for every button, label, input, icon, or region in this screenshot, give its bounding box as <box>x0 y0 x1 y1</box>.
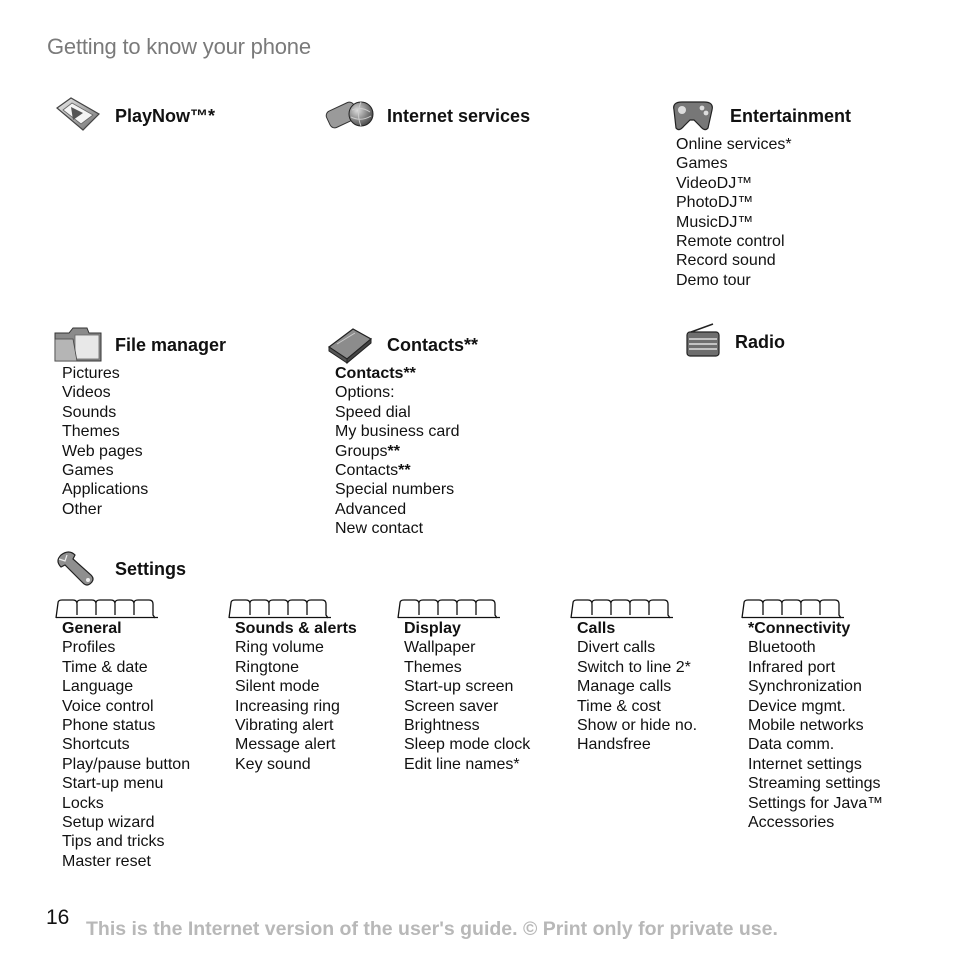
settings-item: Device mgmt. <box>748 697 846 715</box>
settings-item: Infrared port <box>748 658 836 676</box>
gamepad-icon <box>668 96 718 136</box>
internet-services-title: Internet services <box>387 105 531 126</box>
file-manager-item: Pictures <box>62 365 120 382</box>
internet-globe-icon <box>325 96 375 136</box>
settings-item: Profiles <box>62 639 116 657</box>
file-manager-list <box>62 364 148 519</box>
settings-item: Data comm. <box>748 736 835 754</box>
settings-item: Sleep mode clock <box>404 736 531 754</box>
playnow-title: PlayNow™* <box>115 105 216 126</box>
page-title: Getting to know your phone <box>47 34 311 59</box>
settings-item: Master reset <box>62 852 151 870</box>
settings-column-heading: Calls <box>577 620 616 637</box>
settings-item: Play/pause button <box>62 755 191 773</box>
settings-tabs-icon <box>55 599 159 619</box>
settings-column-heading: Sounds & alerts <box>235 620 357 637</box>
contacts-list <box>335 364 460 539</box>
entertainment-item: Remote control <box>676 233 785 251</box>
settings-item: Language <box>62 678 134 696</box>
settings-item: Synchronization <box>748 678 862 696</box>
folder-icon <box>53 325 103 365</box>
entertainment-item: PhotoDJ™ <box>676 194 754 212</box>
section-file-manager <box>53 325 226 365</box>
contacts-item: Speed dial <box>335 403 411 421</box>
settings-item: Time & date <box>62 658 148 676</box>
settings-item: Vibrating alert <box>235 717 334 735</box>
entertainment-item: Online services* <box>676 136 792 153</box>
settings-item: Switch to line 2* <box>577 658 691 676</box>
contacts-item: Special numbers <box>335 481 455 499</box>
file-manager-item: Other <box>62 500 103 518</box>
settings-item: Manage calls <box>577 678 672 696</box>
settings-item: Shortcuts <box>62 736 130 754</box>
settings-tabs-icon <box>228 599 332 619</box>
contacts-item: Contacts** <box>335 365 416 382</box>
settings-item: Handsfree <box>577 736 651 754</box>
entertainment-item: Record sound <box>676 252 776 270</box>
settings-tabs-icon <box>741 599 845 619</box>
section-playnow <box>53 96 215 136</box>
settings-column <box>748 619 883 832</box>
settings-column <box>235 619 357 774</box>
contacts-item: New contact <box>335 520 424 538</box>
settings-item: Internet settings <box>748 755 862 773</box>
section-radio <box>683 322 785 362</box>
settings-item: Key sound <box>235 755 311 773</box>
entertainment-item: Games <box>676 155 728 173</box>
entertainment-list <box>676 135 792 290</box>
entertainment-item: VideoDJ™ <box>676 174 753 192</box>
section-contacts <box>325 325 478 365</box>
settings-item: Brightness <box>404 717 480 735</box>
radio-title: Radio <box>735 331 786 352</box>
settings-tabs-icon <box>397 599 501 619</box>
settings-item: Start-up screen <box>404 678 514 696</box>
settings-item: Edit line names* <box>404 755 520 773</box>
wrench-icon <box>53 549 103 589</box>
contacts-item: Contacts** <box>335 462 411 480</box>
file-manager-item: Videos <box>62 384 111 402</box>
settings-item: Streaming settings <box>748 775 881 793</box>
settings-item: Voice control <box>62 697 154 715</box>
section-entertainment <box>668 96 851 136</box>
entertainment-title: Entertainment <box>730 105 852 126</box>
settings-tabs-icon <box>570 599 674 619</box>
settings-item: Time & cost <box>577 697 661 715</box>
file-manager-title: File manager <box>115 334 227 355</box>
settings-item: Tips and tricks <box>62 833 165 851</box>
contacts-book-icon <box>325 325 375 365</box>
contacts-item: Groups** <box>335 442 400 460</box>
file-manager-item: Applications <box>62 481 149 499</box>
settings-column-heading: Display <box>404 620 461 637</box>
settings-item: Ring volume <box>235 639 324 657</box>
settings-column-heading: General <box>62 620 122 637</box>
settings-item: Wallpaper <box>404 639 476 657</box>
settings-item: Themes <box>404 658 462 676</box>
settings-column <box>404 619 530 774</box>
page-number: 16 <box>46 906 70 929</box>
settings-item: Bluetooth <box>748 639 816 657</box>
footer-note: This is the Internet version of the user's guide. © Print only for private use. <box>86 918 778 940</box>
settings-title: Settings <box>115 558 187 579</box>
settings-item: Phone status <box>62 717 156 735</box>
settings-item: Show or hide no. <box>577 717 698 735</box>
settings-item: Locks <box>62 794 104 812</box>
settings-item: Increasing ring <box>235 697 340 715</box>
contacts-item: Options: <box>335 384 395 402</box>
settings-item: Screen saver <box>404 697 499 715</box>
section-settings <box>53 549 186 589</box>
contacts-item: Advanced <box>335 500 407 518</box>
settings-item: Setup wizard <box>62 814 155 832</box>
entertainment-item: MusicDJ™ <box>676 213 754 231</box>
settings-column <box>62 619 190 871</box>
file-manager-item: Themes <box>62 423 120 441</box>
section-internet-services <box>325 96 530 136</box>
settings-column <box>577 619 697 755</box>
settings-item: Settings for Java™ <box>748 794 884 812</box>
settings-item: Message alert <box>235 736 336 754</box>
playnow-icon <box>53 96 103 136</box>
settings-item: Accessories <box>748 814 835 832</box>
contacts-item: My business card <box>335 423 460 441</box>
settings-item: Start-up menu <box>62 775 164 793</box>
settings-item: Divert calls <box>577 639 656 657</box>
settings-item: Ringtone <box>235 658 300 676</box>
entertainment-item: Demo tour <box>676 271 751 289</box>
settings-item: Mobile networks <box>748 717 864 735</box>
settings-column-heading: *Connectivity <box>748 620 851 637</box>
file-manager-item: Sounds <box>62 403 117 421</box>
settings-item: Silent mode <box>235 678 320 696</box>
radio-icon <box>683 322 723 362</box>
file-manager-item: Web pages <box>62 442 143 460</box>
file-manager-item: Games <box>62 462 114 480</box>
contacts-title: Contacts** <box>387 334 479 355</box>
